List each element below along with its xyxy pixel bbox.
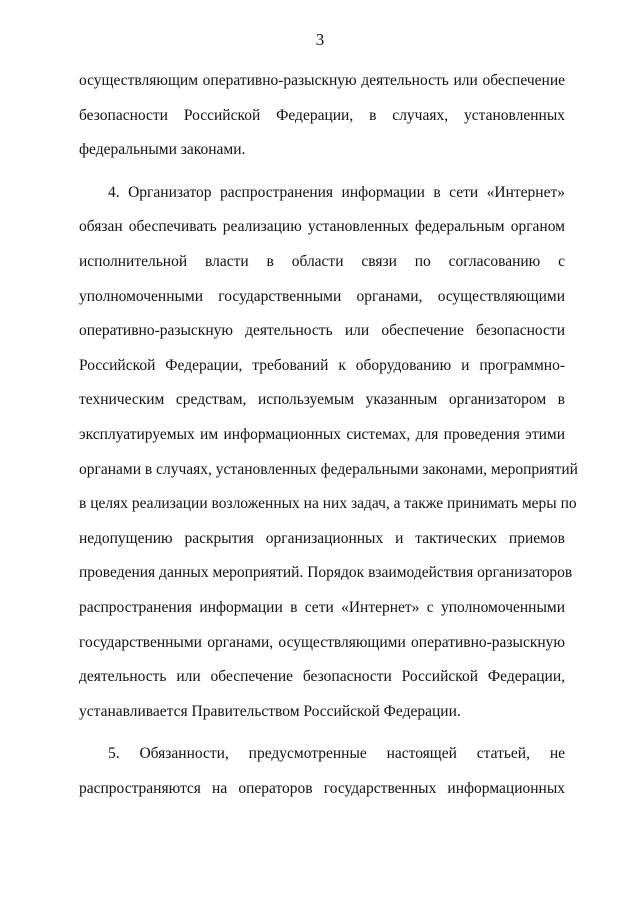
paragraph-item-5: [79, 737, 565, 806]
text-line: безопасности Российской Федерации, в случаях, установленных: [79, 106, 565, 124]
text-line: осуществляющим оперативно-разыскную деятельность или обеспечение: [79, 72, 565, 89]
text-line: 4. Организатор распространения информации в сети «Интернет»: [108, 183, 565, 201]
text-line: органами в случаях, установленных федеральными законами, мероприятий: [79, 460, 578, 478]
text-line: 5. Обязанности, предусмотренные настоящей статьей, не: [108, 745, 565, 763]
text-line: федеральными законами.: [79, 141, 246, 159]
text-line: распространяются на операторов государственных информационных: [79, 779, 565, 797]
text-line: уполномоченными государственными органами, осуществляющими: [79, 287, 565, 305]
text-line: недопущению раскрытия организационных и тактических приемов: [79, 529, 565, 547]
text-line: Российской Федерации, требований к оборудованию и программно-: [79, 356, 565, 374]
text-line: распространения информации в сети «Интернет» с уполномоченными: [79, 598, 565, 616]
text-line: в целях реализации возложенных на них задач, а также принимать меры по: [79, 495, 577, 513]
text-line: исполнительной власти в области связи по согласованию с: [79, 252, 565, 270]
document-body: [79, 64, 578, 806]
text-line: проведения данных мероприятий. Порядок взаимодействия организаторов: [79, 564, 573, 582]
text-line: государственными органами, осуществляющими оперативно-разыскную: [79, 633, 565, 651]
page-number: 3: [315, 30, 325, 49]
text-line: техническим средствам, используемым указанным организатором в: [79, 391, 565, 409]
paragraph-continuation: [79, 64, 565, 168]
paragraph-item-4: [79, 176, 578, 730]
text-line: обязан обеспечивать реализацию установленных федеральным органом: [79, 218, 565, 236]
text-line: устанавливается Правительством Российской Федерации.: [79, 702, 461, 720]
text-line: оперативно-разыскную деятельность или обеспечение безопасности: [79, 322, 565, 340]
text-line: эксплуатируемых им информационных системах, для проведения этими: [79, 425, 565, 443]
text-line: деятельность или обеспечение безопасности Российской Федерации,: [79, 668, 565, 686]
